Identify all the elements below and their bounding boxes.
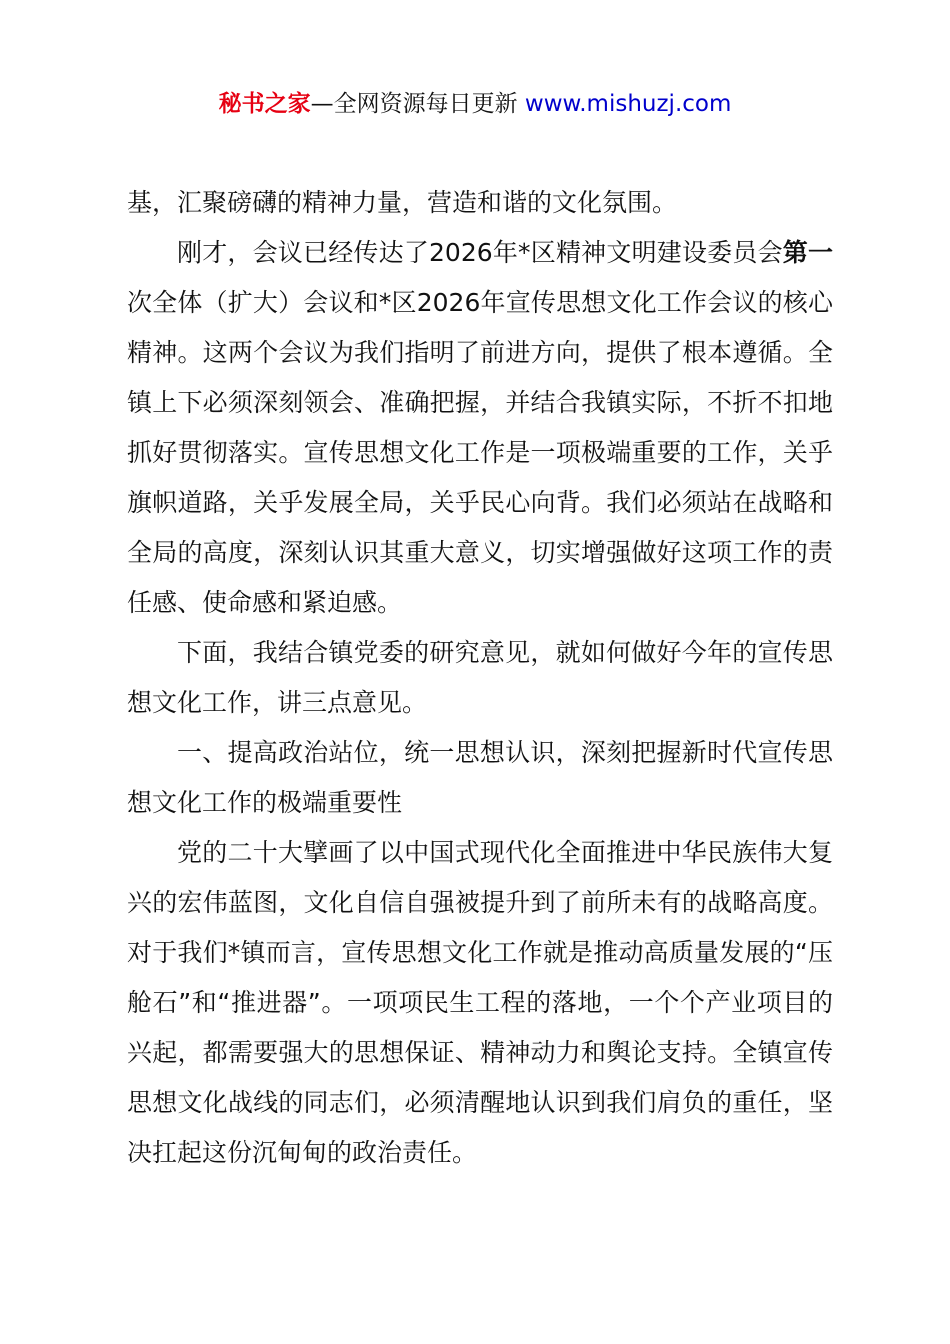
paragraph-continuation: 基，汇聚磅礴的精神力量，营造和谐的文化氛围。 <box>127 188 678 217</box>
site-header <box>0 88 950 120</box>
paragraph-text: 刚才，会议已经传达了2026年*区精神文明建设委员会 <box>177 238 783 267</box>
paragraph-intro: 下面，我结合镇党委的研究意见，就如何做好今年的宣传思想文化工作，讲三点意见。 <box>127 638 833 717</box>
section-heading: 一、提高政治站位，统一思想认识，深刻把握新时代宣传思想文化工作的极端重要性 <box>127 738 833 817</box>
paragraph-section-body: 党的二十大擘画了以中国式现代化全面推进中华民族伟大复兴的宏伟蓝图，文化自信自强被提升到了前所未有的战略高度。对于我们*镇而言，宣传思想文化工作就是推动高质量发展的“压舱石”和“推进器”。一项项民生工程的落地，一个个产业项目的兴起，都需要强大的思想保证、精神动力和舆论支持。全镇宣传思想文化战线的同志们，必须清醒地认识到我们肩负的重任，坚决扛起这份沉甸甸的政治责任。 <box>127 838 833 1167</box>
document-body <box>127 178 833 1178</box>
site-url-link[interactable]: www.mishuzj.com <box>524 91 732 117</box>
header-tagline: —全网资源每日更新 <box>310 91 525 117</box>
brand-name: 秘书之家 <box>218 91 311 117</box>
paragraph-text: 次全体（扩大）会议和*区2026年宣传思想文化工作会议的核心精神。这两个会议为我们指明了前进方向，提供了根本遵循。全镇上下必须深刻领会、准确把握，并结合我镇实际，不折不扣地抓好贯彻落实。宣传思想文化工作是一项极端重要的工作，关乎旗帜道路，关乎发展全局，关乎民心向背。我们必须站在战略和全局的高度，深刻认识其重大意义，切实增强做好这项工作的责任感、使命感和紧迫感。 <box>127 288 833 617</box>
paragraph-meeting-summary <box>127 228 833 628</box>
bold-emphasis: 第一 <box>782 238 833 267</box>
